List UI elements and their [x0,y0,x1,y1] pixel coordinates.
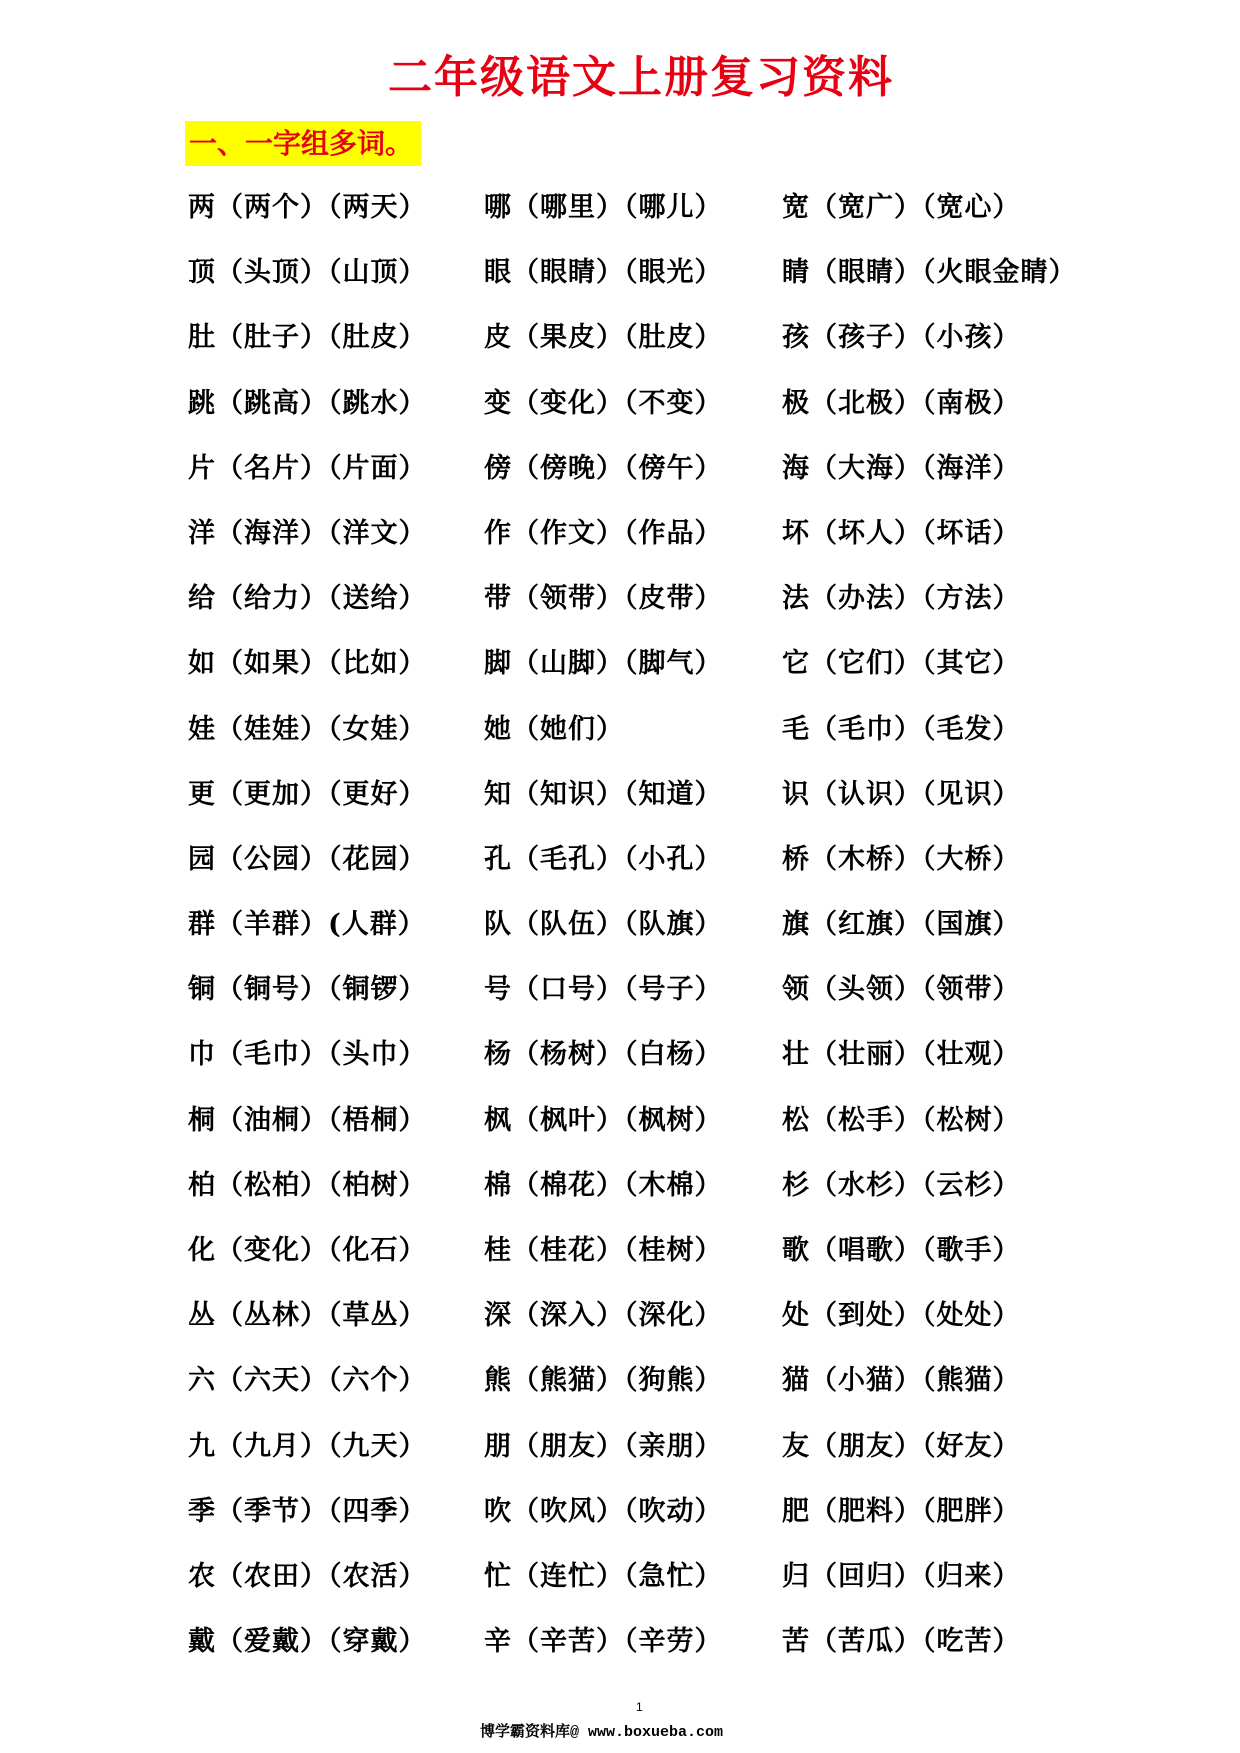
word-entry: 枫（枫叶）（枫树） [484,1104,723,1136]
word-entry: 哪（哪里）（哪儿） [484,192,723,223]
word-row [188,1218,1198,1283]
word-entry: 六（六天）（六个） [188,1365,427,1397]
word-row [188,827,1198,892]
word-entry: 友（朋友）（好友） [782,1430,1021,1462]
word-entry: 旗（红旗）（国旗） [782,909,1021,941]
word-entry: 辛（辛苦）（辛劳） [484,1626,723,1658]
word-entry: 铜（铜号）（铜锣） [188,974,427,1006]
word-entry: 眼（眼睛）（眼光） [484,257,723,289]
word-entry: 识（认识）（见识） [782,778,1021,810]
word-entry: 化（变化）（化石） [188,1235,427,1266]
word-row [188,1088,1198,1153]
word-entry: 给（给力）（送给） [188,583,427,615]
page-number: 1 [636,1700,643,1714]
word-row [188,371,1198,436]
word-entry: 戴（爱戴）（穿戴） [188,1626,427,1658]
word-entry: 宽（宽广）（宽心） [782,192,1021,223]
word-entry: 农（农田）（农活） [188,1560,427,1592]
word-entry: 带（领带）（皮带） [484,583,723,615]
word-row [188,1609,1198,1674]
word-row [188,892,1198,957]
word-row [188,1022,1198,1087]
word-entry: 孔（毛孔）（小孔） [484,843,723,875]
word-entry: 处（到处）（处处） [782,1300,1021,1332]
word-entry: 作（作文）（作品） [484,517,723,549]
section-heading: 一、一字组多词。 [185,121,421,166]
word-entry: 肚（肚子）（肚皮） [188,322,427,354]
word-entry: 队（队伍）（队旗） [484,909,723,941]
word-row [188,1479,1198,1544]
word-entry: 肥（肥料）（肥胖） [782,1495,1021,1527]
word-entry: 跳（跳高）（跳水） [188,387,427,419]
word-entry: 知（知识）（知道） [484,778,723,810]
word-entry: 顶（头顶）（山顶） [188,257,427,289]
word-row [188,1544,1198,1609]
word-entry: 更（更加）（更好） [188,778,427,810]
word-row [188,957,1198,1022]
word-entry: 归（回归）（归来） [782,1560,1021,1592]
word-entry: 棉（棉花）（木棉） [484,1169,723,1201]
word-entry: 桥（木桥）（大桥） [782,843,1021,875]
word-row [188,631,1198,696]
word-entry: 丛（丛林）（草丛） [188,1300,427,1332]
word-row [188,501,1198,566]
word-entry: 毛（毛巾）（毛发） [782,713,1021,745]
word-row [188,305,1198,370]
word-entry: 她（她们） [484,713,624,745]
word-entry: 吹（吹风）（吹动） [484,1495,723,1527]
word-row [188,566,1198,631]
word-entry: 熊（熊猫）（狗熊） [484,1365,723,1397]
word-row [188,240,1198,305]
word-row [188,1348,1198,1413]
word-entry: 杨（杨树）（白杨） [484,1039,723,1071]
word-entry: 歌（唱歌）（歌手） [782,1235,1021,1266]
word-entry: 松（松手）（松树） [782,1104,1021,1136]
word-entry: 桐（油桐）（梧桐） [188,1104,427,1136]
footer-watermark: 博学霸资料库@ www.boxueba.com [480,1724,724,1741]
word-entry: 柏（松柏）（柏树） [188,1169,427,1201]
word-row [188,436,1198,501]
word-row [188,175,1198,240]
word-row [188,1283,1198,1348]
word-entry: 深（深入）（深化） [484,1300,723,1332]
word-entry: 领（头领）（领带） [782,974,1021,1006]
word-entry: 如（如果）（比如） [188,648,427,680]
word-entry: 九（九月）（九天） [188,1430,427,1462]
word-entry: 变（变化）（不变） [484,387,723,419]
word-entry: 洋（海洋）（洋文） [188,517,427,549]
word-row [188,697,1198,762]
word-entry: 号（口号）（号子） [484,974,723,1006]
word-entry: 孩（孩子）（小孩） [782,322,1021,354]
word-entry: 极（北极）（南极） [782,387,1021,419]
word-entry: 苦（苦瓜）（吃苦） [782,1626,1021,1658]
word-grid [188,175,1198,1674]
word-entry: 睛（眼睛）（火眼金睛） [782,257,1077,289]
word-row [188,762,1198,827]
page-title: 二年级语文上册复习资料 [388,52,894,103]
word-row [188,1153,1198,1218]
word-entry: 脚（山脚）（脚气） [484,648,723,680]
word-row [188,1414,1198,1479]
word-entry: 忙（连忙）（急忙） [484,1560,723,1592]
word-entry: 娃（娃娃）（女娃） [188,713,427,745]
word-entry: 季（季节）（四季） [188,1495,427,1527]
word-entry: 群（羊群）(人群） [188,909,426,941]
word-entry: 杉（水杉）（云杉） [782,1169,1021,1201]
word-entry: 傍（傍晚）（傍午） [484,452,723,484]
word-entry: 园（公园）（花园） [188,843,427,875]
word-entry: 壮（壮丽）（壮观） [782,1039,1021,1071]
word-entry: 巾（毛巾）（头巾） [188,1039,427,1071]
word-entry: 坏（坏人）（坏话） [782,517,1021,549]
word-entry: 它（它们）（其它） [782,648,1021,680]
word-entry: 猫（小猫）（熊猫） [782,1365,1021,1397]
word-entry: 皮（果皮）（肚皮） [484,322,723,354]
word-entry: 桂（桂花）（桂树） [484,1235,723,1266]
word-entry: 朋（朋友）（亲朋） [484,1430,723,1462]
word-entry: 法（办法）（方法） [782,583,1021,615]
word-entry: 片（名片）（片面） [188,452,427,484]
word-entry: 两（两个）（两天） [188,192,427,223]
word-entry: 海（大海）（海洋） [782,452,1021,484]
